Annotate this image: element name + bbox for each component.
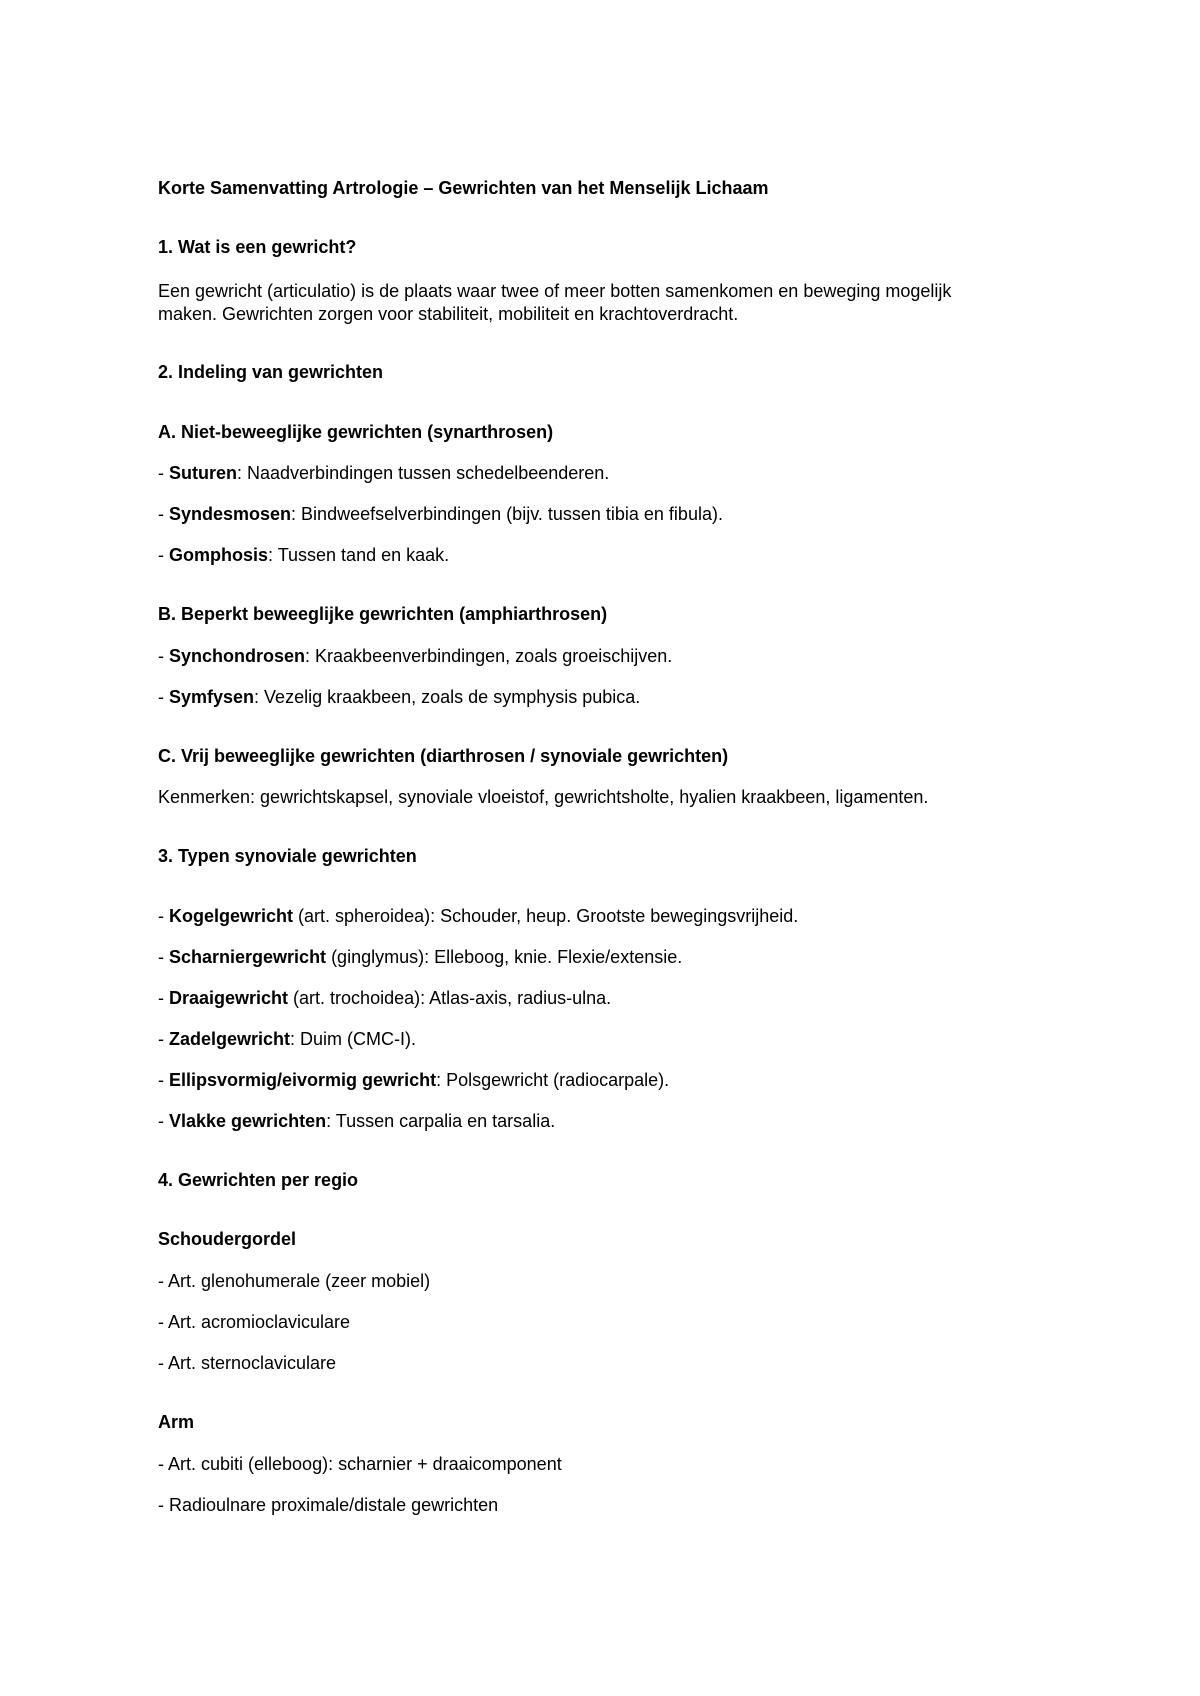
list-item: - Symfysen: Vezelig kraakbeen, zoals de symphysis pubica.	[158, 687, 641, 707]
section-4-heading: 4. Gewrichten per regio	[158, 1170, 359, 1190]
region-heading-schoudergordel: Schoudergordel	[158, 1229, 297, 1249]
term: Zadelgewricht	[169, 1029, 291, 1049]
section-1-paragraph-line-2: maken. Gewrichten zorgen voor stabiliteit, mobiliteit en krachtoverdracht.	[158, 304, 739, 324]
term: Ellipsvormig/eivormig gewricht	[169, 1070, 437, 1090]
list-item: - Syndesmosen: Bindweefselverbindingen (bijv. tussen tibia en fibula).	[158, 504, 723, 524]
list-item: - Radioulnare proximale/distale gewrichten	[158, 1495, 499, 1515]
list-item: - Zadelgewricht: Duim (CMC-I).	[158, 1029, 417, 1049]
document-title: Korte Samenvatting Artrologie – Gewrichten van het Menselijk Lichaam	[158, 178, 769, 198]
subsection-c-heading: C. Vrij beweeglijke gewrichten (diarthrosen / synoviale gewrichten)	[158, 746, 729, 766]
list-item: - Synchondrosen: Kraakbeenverbindingen, zoals groeischijven.	[158, 646, 673, 666]
term: Suturen	[169, 463, 238, 483]
term: Syndesmosen	[169, 504, 292, 524]
term: Scharniergewricht	[169, 947, 327, 967]
list-item: - Scharniergewricht (ginglymus): Elleboog, knie. Flexie/extensie.	[158, 947, 683, 967]
list-item: - Art. acromioclaviculare	[158, 1312, 351, 1332]
subsection-a-heading: A. Niet-beweeglijke gewrichten (synarthrosen)	[158, 422, 554, 442]
term: Gomphosis	[169, 545, 269, 565]
region-heading-arm: Arm	[158, 1412, 195, 1432]
term: Draaigewricht	[169, 988, 289, 1008]
list-item: - Vlakke gewrichten: Tussen carpalia en tarsalia.	[158, 1111, 556, 1131]
term: Kogelgewricht	[169, 906, 294, 926]
list-item: - Draaigewricht (art. trochoidea): Atlas-axis, radius-ulna.	[158, 988, 612, 1008]
list-item: - Gomphosis: Tussen tand en kaak.	[158, 545, 450, 565]
section-1-paragraph-line-1: Een gewricht (articulatio) is de plaats waar twee of meer botten samenkomen en beweging mogelijk	[158, 281, 952, 301]
list-item: - Art. cubiti (elleboog): scharnier + draaicomponent	[158, 1454, 562, 1474]
term: Symfysen	[169, 687, 255, 707]
list-item: - Art. glenohumerale (zeer mobiel)	[158, 1271, 431, 1291]
list-item: - Kogelgewricht (art. spheroidea): Schouder, heup. Grootste bewegingsvrijheid.	[158, 906, 799, 926]
list-item: - Ellipsvormig/eivormig gewricht: Polsgewricht (radiocarpale).	[158, 1070, 670, 1090]
subsection-c-text: Kenmerken: gewrichtskapsel, synoviale vloeistof, gewrichtsholte, hyalien kraakbeen, ligamenten.	[158, 787, 929, 807]
section-3-heading: 3. Typen synoviale gewrichten	[158, 846, 417, 866]
term: Vlakke gewrichten	[169, 1111, 327, 1131]
list-item: - Art. sternoclaviculare	[158, 1353, 337, 1373]
list-item: - Suturen: Naadverbindingen tussen schedelbeenderen.	[158, 463, 610, 483]
section-1-heading: 1. Wat is een gewricht?	[158, 237, 357, 257]
term: Synchondrosen	[169, 646, 306, 666]
subsection-b-heading: B. Beperkt beweeglijke gewrichten (amphiarthrosen)	[158, 604, 608, 624]
section-2-heading: 2. Indeling van gewrichten	[158, 362, 384, 382]
